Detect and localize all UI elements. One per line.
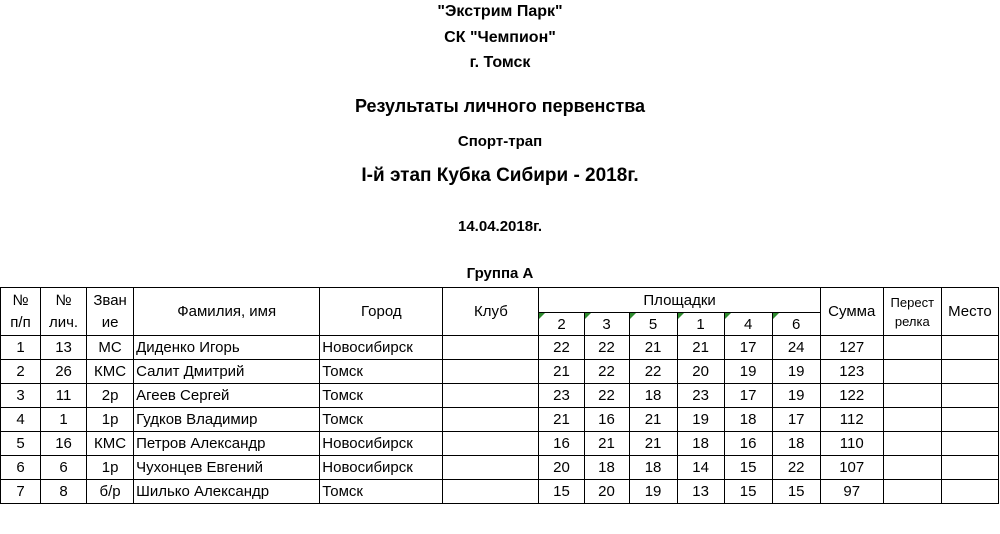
cell-court-score: 15 bbox=[539, 480, 584, 504]
cell-court-score: 23 bbox=[677, 384, 724, 408]
cell-court-score: 19 bbox=[677, 408, 724, 432]
cell-name: Агеев Сергей bbox=[134, 384, 320, 408]
cell-court-score: 14 bbox=[677, 456, 724, 480]
cell-shootoff bbox=[883, 360, 941, 384]
table-row bbox=[1, 408, 999, 432]
cell-sum: 110 bbox=[820, 432, 883, 456]
cell-personal-number: 1 bbox=[41, 408, 87, 432]
cell-comment-marker-icon bbox=[585, 313, 591, 319]
cell-court-score: 21 bbox=[539, 360, 584, 384]
cell-rank: КМС bbox=[87, 360, 134, 384]
cell-city: Томск bbox=[320, 384, 443, 408]
court-number-header: 6 bbox=[772, 313, 820, 336]
cell-sum: 122 bbox=[820, 384, 883, 408]
cell-personal-number: 6 bbox=[41, 456, 87, 480]
cell-city: Томск bbox=[320, 360, 443, 384]
cell-court-score: 16 bbox=[724, 432, 772, 456]
col-place-header: Место bbox=[941, 288, 998, 336]
cell-club bbox=[443, 456, 539, 480]
cell-court-score: 18 bbox=[629, 456, 677, 480]
cell-personal-number: 26 bbox=[41, 360, 87, 384]
cell-court-score: 22 bbox=[584, 336, 629, 360]
cell-sum: 107 bbox=[820, 456, 883, 480]
cell-city: Новосибирск bbox=[320, 432, 443, 456]
col-club-header: Клуб bbox=[443, 288, 539, 336]
cell-club bbox=[443, 408, 539, 432]
court-number-header: 1 bbox=[677, 313, 724, 336]
cell-name: Чухонцев Евгений bbox=[134, 456, 320, 480]
cell-court-score: 23 bbox=[539, 384, 584, 408]
cell-court-score: 24 bbox=[772, 336, 820, 360]
results-table bbox=[0, 287, 999, 504]
cell-shootoff bbox=[883, 408, 941, 432]
group-label: Группа А bbox=[466, 265, 534, 282]
court-number-header: 4 bbox=[724, 313, 772, 336]
cell-court-score: 21 bbox=[629, 432, 677, 456]
cell-personal-number: 13 bbox=[41, 336, 87, 360]
cell-sum: 123 bbox=[820, 360, 883, 384]
cell-comment-marker-icon bbox=[630, 313, 636, 319]
cell-num: 7 bbox=[1, 480, 41, 504]
cell-club bbox=[443, 480, 539, 504]
cell-court-score: 18 bbox=[772, 432, 820, 456]
cell-name: Петров Александр bbox=[134, 432, 320, 456]
cell-court-score: 21 bbox=[677, 336, 724, 360]
cell-num: 1 bbox=[1, 336, 41, 360]
col-name-header: Фамилия, имя bbox=[134, 288, 320, 336]
table-row bbox=[1, 336, 999, 360]
cell-name: Шилько Александр bbox=[134, 480, 320, 504]
cell-court-score: 18 bbox=[724, 408, 772, 432]
cell-city: Новосибирск bbox=[320, 336, 443, 360]
cell-court-score: 13 bbox=[677, 480, 724, 504]
city-name: г. Томск bbox=[469, 54, 531, 71]
cell-rank: КМС bbox=[87, 432, 134, 456]
cell-court-score: 19 bbox=[772, 360, 820, 384]
cell-club bbox=[443, 384, 539, 408]
table-row bbox=[1, 360, 999, 384]
cell-court-score: 19 bbox=[629, 480, 677, 504]
cell-place bbox=[941, 408, 998, 432]
cell-court-score: 16 bbox=[539, 432, 584, 456]
competition-stage: I-й этап Кубка Сибири - 2018г. bbox=[361, 165, 639, 186]
cell-comment-marker-icon bbox=[678, 313, 684, 319]
cell-comment-marker-icon bbox=[773, 313, 779, 319]
cell-court-score: 20 bbox=[677, 360, 724, 384]
cell-rank: 1р bbox=[87, 408, 134, 432]
cell-court-score: 15 bbox=[772, 480, 820, 504]
cell-court-score: 17 bbox=[724, 384, 772, 408]
cell-rank: 2р bbox=[87, 384, 134, 408]
cell-club bbox=[443, 432, 539, 456]
sport-club-name: СК "Чемпион" bbox=[444, 29, 556, 46]
cell-personal-number: 8 bbox=[41, 480, 87, 504]
cell-name: Диденко Игорь bbox=[134, 336, 320, 360]
cell-club bbox=[443, 360, 539, 384]
cell-comment-marker-icon bbox=[725, 313, 731, 319]
cell-place bbox=[941, 336, 998, 360]
cell-personal-number: 16 bbox=[41, 432, 87, 456]
cell-name: Салит Дмитрий bbox=[134, 360, 320, 384]
cell-court-score: 22 bbox=[629, 360, 677, 384]
cell-rank: МС bbox=[87, 336, 134, 360]
table-row bbox=[1, 456, 999, 480]
cell-court-score: 20 bbox=[584, 480, 629, 504]
cell-court-score: 22 bbox=[584, 360, 629, 384]
court-number-header: 3 bbox=[584, 313, 629, 336]
cell-comment-marker-icon bbox=[539, 313, 545, 319]
court-number-header: 2 bbox=[539, 313, 584, 336]
cell-court-score: 21 bbox=[539, 408, 584, 432]
cell-court-score: 21 bbox=[629, 408, 677, 432]
cell-shootoff bbox=[883, 336, 941, 360]
cell-court-score: 21 bbox=[629, 336, 677, 360]
cell-personal-number: 11 bbox=[41, 384, 87, 408]
cell-shootoff bbox=[883, 432, 941, 456]
cell-place bbox=[941, 480, 998, 504]
cell-city: Новосибирск bbox=[320, 456, 443, 480]
cell-club bbox=[443, 336, 539, 360]
col-shootoff-header: Перест релка bbox=[883, 288, 941, 336]
cell-rank: 1р bbox=[87, 456, 134, 480]
header-row bbox=[1, 288, 999, 313]
cell-num: 5 bbox=[1, 432, 41, 456]
document-title: Результаты личного первенства bbox=[354, 96, 646, 116]
discipline-name: Спорт-трап bbox=[457, 133, 543, 150]
cell-court-score: 19 bbox=[772, 384, 820, 408]
cell-court-score: 18 bbox=[584, 456, 629, 480]
cell-court-score: 15 bbox=[724, 456, 772, 480]
cell-court-score: 17 bbox=[772, 408, 820, 432]
cell-court-score: 22 bbox=[539, 336, 584, 360]
cell-court-score: 22 bbox=[584, 384, 629, 408]
cell-sum: 97 bbox=[820, 480, 883, 504]
table-row bbox=[1, 480, 999, 504]
cell-sum: 127 bbox=[820, 336, 883, 360]
cell-num: 6 bbox=[1, 456, 41, 480]
cell-court-score: 18 bbox=[677, 432, 724, 456]
col-courts-header: Площадки bbox=[539, 288, 820, 313]
competition-date: 14.04.2018г. bbox=[458, 218, 542, 235]
col-sum-header: Сумма bbox=[820, 288, 883, 336]
cell-rank: б/р bbox=[87, 480, 134, 504]
col-rank-header: Зван ие bbox=[87, 288, 134, 336]
cell-name: Гудков Владимир bbox=[134, 408, 320, 432]
col-num-header: № п/п bbox=[1, 288, 41, 336]
cell-shootoff bbox=[883, 480, 941, 504]
cell-place bbox=[941, 456, 998, 480]
col-personal-number-header: № лич. bbox=[41, 288, 87, 336]
cell-num: 4 bbox=[1, 408, 41, 432]
cell-court-score: 20 bbox=[539, 456, 584, 480]
cell-sum: 112 bbox=[820, 408, 883, 432]
cell-place bbox=[941, 432, 998, 456]
cell-court-score: 15 bbox=[724, 480, 772, 504]
cell-court-score: 17 bbox=[724, 336, 772, 360]
cell-shootoff bbox=[883, 384, 941, 408]
cell-city: Томск bbox=[320, 480, 443, 504]
cell-court-score: 19 bbox=[724, 360, 772, 384]
court-number-header: 5 bbox=[629, 313, 677, 336]
cell-place bbox=[941, 360, 998, 384]
cell-city: Томск bbox=[320, 408, 443, 432]
cell-court-score: 16 bbox=[584, 408, 629, 432]
cell-court-score: 21 bbox=[584, 432, 629, 456]
table-row bbox=[1, 432, 999, 456]
cell-num: 2 bbox=[1, 360, 41, 384]
col-city-header: Город bbox=[320, 288, 443, 336]
cell-court-score: 18 bbox=[629, 384, 677, 408]
cell-shootoff bbox=[883, 456, 941, 480]
cell-num: 3 bbox=[1, 384, 41, 408]
organizer-name: "Экстрим Парк" bbox=[437, 3, 563, 20]
cell-place bbox=[941, 384, 998, 408]
cell-court-score: 22 bbox=[772, 456, 820, 480]
table-row bbox=[1, 384, 999, 408]
